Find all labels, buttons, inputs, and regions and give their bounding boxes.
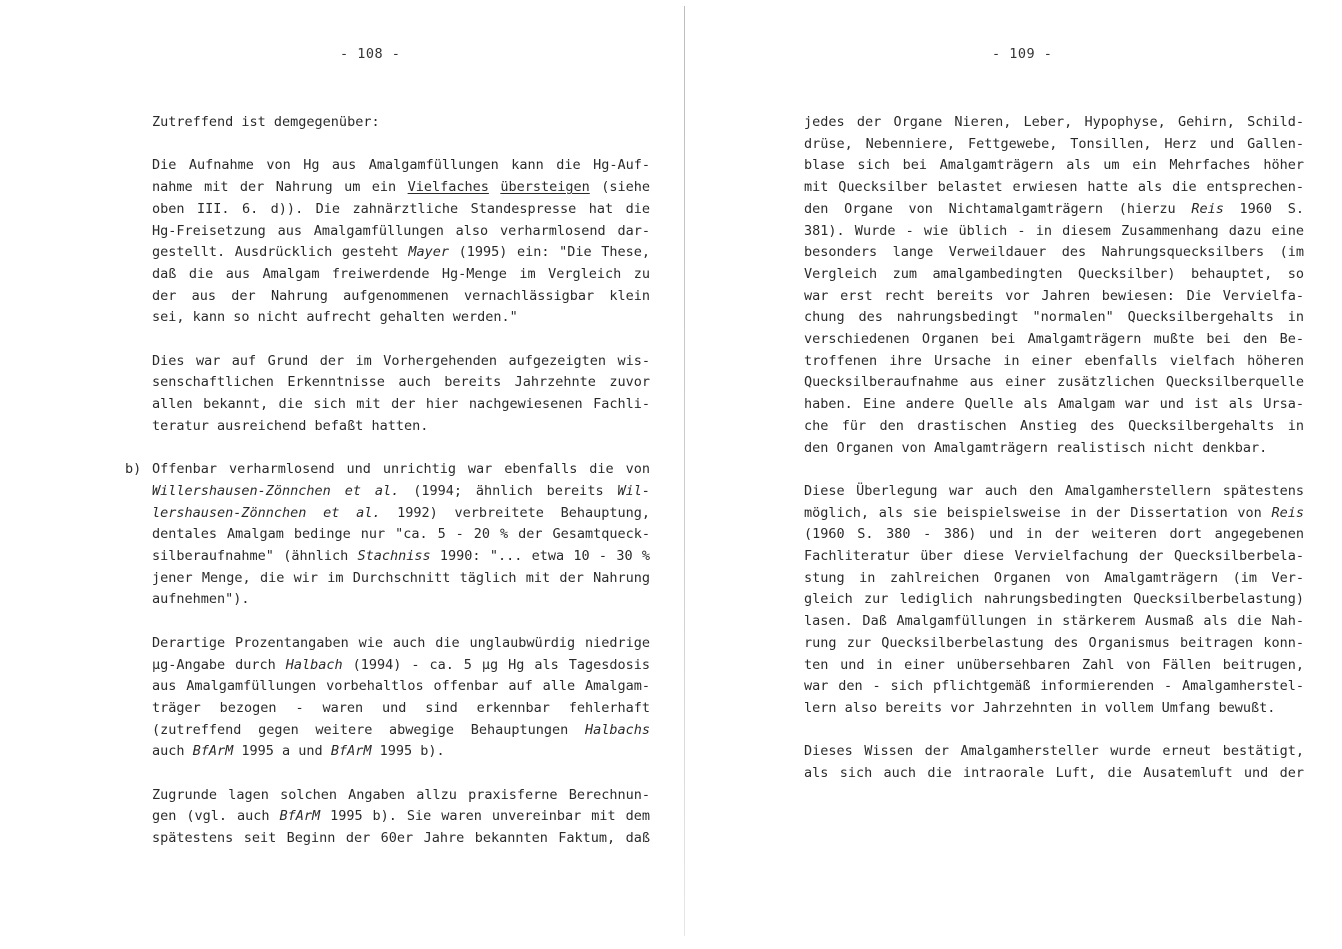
text-line: stung in zahlreichen Organen von Amalgamträgern (im Ver- (804, 569, 1304, 586)
author-name: BfArM (192, 743, 234, 760)
paragraph (804, 481, 1304, 720)
page-number-left: - 108 - (340, 46, 401, 62)
text-line: (zutreffend gegen weitere abwegige Behauptungen Halbachs (152, 721, 650, 738)
text-line: lasen. Daß Amalgamfüllungen in stärkerem Ausmaß als die Nah- (804, 613, 1304, 630)
text-line: 381). Wurde - wie üblich - in diesem Zusammenhang dazu eine (804, 222, 1304, 239)
text-line: war den - sich pflichtgemäß informierenden - Amalgamherstel- (804, 678, 1304, 695)
text-line: gleich zur lediglich nahrungsbedingten Quecksilberbelastung) (804, 591, 1304, 608)
text-line: aus Amalgamfüllungen vorbehaltlos offenbar auf alle Amalgam- (152, 678, 650, 695)
text-line: jedes der Organe Nieren, Leber, Hypophyse, Gehirn, Schild- (804, 114, 1304, 130)
text-line: Quecksilberaufnahme aus einer zusätzlichen Quecksilberquelle (804, 374, 1304, 391)
text-line: gestellt. Ausdrücklich gesteht Mayer (1995) ein: "Die These, (152, 244, 650, 261)
text-line: Dies war auf Grund der im Vorhergehenden aufgezeigten wis- (152, 352, 650, 369)
paragraph (152, 351, 650, 438)
text-line: träger bezogen - waren und sind erkennbar fehlerhaft (152, 699, 650, 716)
text-line: Derartige Prozentangaben wie auch die unglaubwürdig niedrige (152, 634, 650, 651)
author-name: BfArM (330, 743, 372, 760)
text-line: che für den drastischen Anstieg des Quecksilbergehalts in (804, 417, 1304, 434)
text-line: Vergleich zum amalgambedingten Quecksilber) behauptet, so (804, 265, 1304, 282)
page-number-right: - 109 - (992, 46, 1053, 62)
underlined-text: Vielfaches (407, 179, 489, 196)
text-line: senschaftlichen Erkenntnisse auch bereits Jahrzehnte zuvor (152, 374, 650, 391)
text-line: teratur ausreichend befaßt hatten. (152, 417, 429, 434)
text-line: den Organen von Amalgamträgern realistisch nicht denkbar. (804, 439, 1268, 456)
text-line: haben. Eine andere Quelle als Amalgam war und ist als Ursa- (804, 396, 1304, 413)
text-line: sei, kann so nicht aufrecht gehalten werden." (152, 309, 518, 326)
author-name: Wil- (617, 482, 650, 499)
paragraph (152, 633, 650, 763)
text-line: spätestens seit Beginn der 60er Jahre bekannten Faktum, daß (152, 830, 650, 847)
text-line: lern also bereits vor Jahrzehnten in vollem Umfang bewußt. (804, 699, 1276, 716)
text-line: daß die aus Amalgam freiwerdende Hg-Menge im Vergleich zu (152, 265, 650, 282)
right-page (686, 0, 1342, 949)
author-name: Stachniss (357, 548, 431, 565)
paragraph (152, 785, 650, 850)
text-line: Willershausen-Zönnchen et al. (1994; ähnlich bereits Wil- (152, 482, 650, 499)
author-name: Reis (1191, 200, 1224, 217)
text-line: rung zur Quecksilberbelastung des Organismus beitragen konn- (804, 634, 1304, 651)
text-line: allen bekannt, die sich mit der hier nachgewiesenen Fachli- (152, 396, 650, 413)
text-line: lershausen-Zönnchen et al. 1992) verbreitete Behauptung, (152, 504, 650, 521)
text-line: Zutreffend ist demgegenüber: (152, 114, 380, 130)
author-name: Willershausen-Zönnchen et al. (152, 482, 400, 499)
author-name: Reis (1271, 504, 1304, 521)
list-item-b (125, 459, 650, 611)
text-line: (1960 S. 380 - 386) und in der weiteren dort angegebenen (804, 526, 1304, 543)
underlined-text: übersteigen (500, 179, 590, 196)
left-text-column (125, 112, 650, 850)
text-line: dentales Amalgam bedinge nur "ca. 5 - 20 % der Gesamtqueck- (152, 526, 650, 543)
text-line: oben III. 6. d)). Die zahnärztliche Standespresse hat die (152, 200, 650, 217)
paragraph (152, 112, 650, 134)
text-line: Die Aufnahme von Hg aus Amalgamfüllungen kann die Hg-Auf- (152, 157, 650, 174)
page-gutter (684, 6, 685, 936)
text-line: war erst recht bereits vor Jahren bewiesen: Die Vervielfa- (804, 287, 1304, 304)
list-label: b) (125, 461, 142, 478)
paragraph (804, 741, 1304, 784)
text-line: gen (vgl. auch BfArM 1995 b). Sie waren unvereinbar mit dem (152, 808, 650, 825)
text-line: Fachliteratur über diese Vervielfachung der Quecksilberbela- (804, 548, 1304, 565)
text-line: Zugrunde lagen solchen Angaben allzu praxisferne Berechnun- (152, 786, 650, 803)
paragraph (804, 112, 1304, 459)
author-name: lershausen-Zönnchen et al. (152, 504, 381, 521)
text-line: Diese Überlegung war auch den Amalgamherstellern spätestens (804, 482, 1304, 499)
text-line: Offenbar verharmlosend und unrichtig war ebenfalls die von (152, 461, 650, 478)
text-line: aufnehmen"). (152, 591, 250, 608)
text-line: als sich auch die intraorale Luft, die Ausatemluft und der (804, 765, 1304, 782)
author-name: BfArM (279, 808, 321, 825)
text-line: drüse, Nebenniere, Fettgewebe, Tonsillen, Herz und Gallen- (804, 135, 1304, 152)
text-line: nahme mit der Nahrung um ein Vielfaches übersteigen (siehe (152, 179, 650, 196)
text-line: der aus der Nahrung aufgenommenen vernachlässigbar klein (152, 287, 650, 304)
text-line: jener Menge, die wir im Durchschnitt täglich mit der Nahrung (152, 569, 650, 586)
paragraph (152, 155, 650, 329)
text-line: besonders lange Verweildauer des Nahrungsquecksilbers (im (804, 244, 1304, 261)
text-line: troffenen ihre Ursache in einer ebenfalls vielfach höheren (804, 352, 1304, 369)
author-name: Halbachs (584, 721, 650, 738)
text-line: blase sich bei Amalgamträgern als um ein Mehrfaches höher (804, 157, 1304, 174)
text-line: den Organe von Nichtamalgamträgern (hierzu Reis 1960 S. (804, 200, 1304, 217)
text-line: silberaufnahme" (ähnlich Stachniss 1990: "... etwa 10 - 30 % (152, 548, 650, 565)
text-line: mit Quecksilber belastet erwiesen hatte als die entsprechen- (804, 179, 1304, 196)
author-name: Halbach (285, 656, 343, 673)
text-line: möglich, als sie beispielsweise in der Dissertation von Reis (804, 504, 1304, 521)
right-text-column (804, 112, 1304, 785)
text-line: auch BfArM 1995 a und BfArM 1995 b). (152, 743, 445, 760)
text-line: ten und in einer unübersehbaren Zahl von Fällen beitrugen, (804, 656, 1304, 673)
author-name: Mayer (408, 244, 450, 261)
text-line: Dieses Wissen der Amalgamhersteller wurde erneut bestätigt, (804, 743, 1304, 760)
text-line: Hg-Freisetzung aus Amalgamfüllungen also verharmlosend dar- (152, 222, 650, 239)
text-line: µg-Angabe durch Halbach (1994) - ca. 5 µg Hg als Tagesdosis (152, 656, 650, 673)
text-line: chung des nahrungsbedingt "normalen" Quecksilbergehalts in (804, 309, 1304, 326)
text-line: verschiedenen Organen bei Amalgamträgern mußte bei den Be- (804, 331, 1304, 348)
